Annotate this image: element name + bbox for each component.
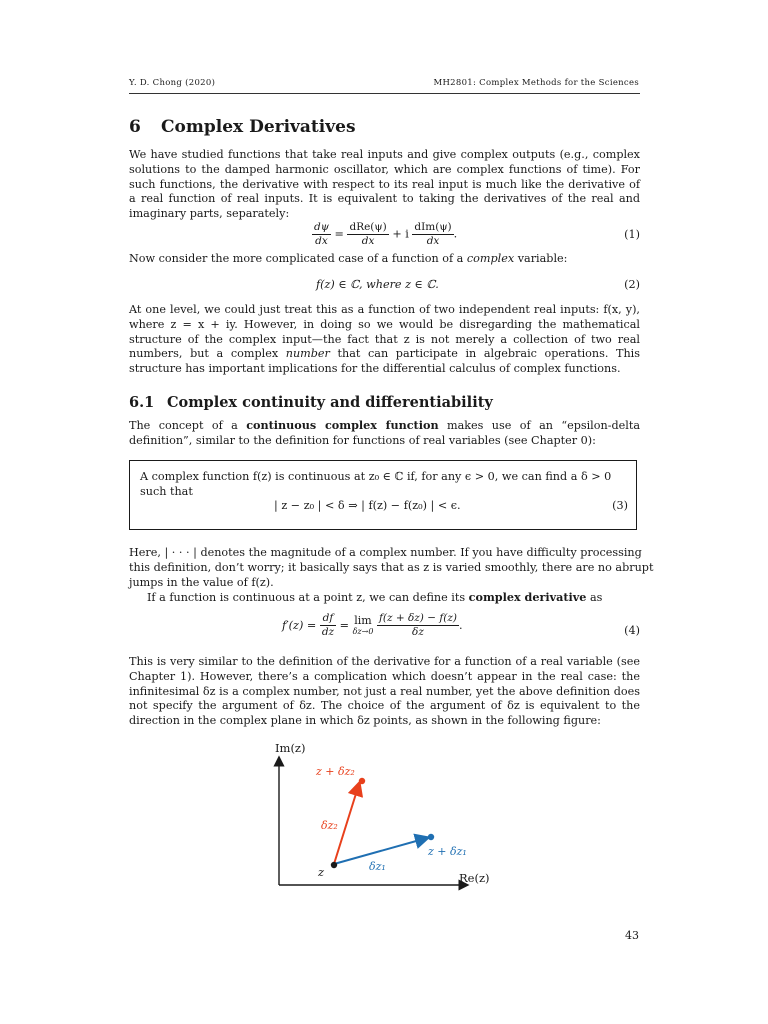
paragraph-5 [147,590,602,604]
paragraph-3 [129,418,640,449]
equation-2-number: (2) [624,278,640,291]
eq1-term2-den: dx [426,235,440,247]
red-endpoint-label: z + δz₂ [316,765,355,778]
red-endpoint [359,778,365,784]
running-header-left: Y. D. Chong (2020) [129,78,216,88]
running-header-right: MH2801: Complex Methods for the Sciences [433,78,639,88]
paragraph-4-line-3: jumps in the value of f(z). [129,576,274,589]
eq1-end: . [453,227,458,241]
consider-text-after: variable: [514,252,568,265]
complex-plane-figure [250,735,510,895]
equation-1-number: (1) [624,228,640,241]
eq1-lhs-den: dx [315,235,328,247]
equation-4 [282,612,463,639]
paragraph-2 [129,303,640,377]
consider-text-before: Now consider the more complicated case of a function of a [129,252,467,265]
x-axis-label: Re(z) [459,871,490,885]
eq4-limit [353,615,374,637]
eq4-equals: = [339,619,350,632]
paragraph-3-part1: The concept of a [129,419,247,432]
paragraph-5-part1: If a function is continuous at a point z, we can define its [147,591,469,604]
paragraph-5-part2: as [586,591,603,604]
paragraph-2-emph: number [285,347,330,361]
eq4-lhs: f′(z) = [282,619,317,632]
eq4-den1: dz [321,626,335,638]
blue-endpoint-label: z + δz₁ [428,845,467,858]
paragraph-2-part1: At one level, we could just treat this as a function of two independent real inputs: f(x, y), where z = x + iy. However, in doing so we would be disregarding the mathematical structure of the complex input—the fact that z is not merely a collection of two real numbers, but a complex [129,303,640,361]
origin-label: z [318,865,325,879]
equation-4-number: (4) [624,624,640,637]
paragraph-4-line-2: this definition, don’t worry; it basically says that as z is varied smoothly, there are no abrupt [129,561,654,574]
eq4-lim-sub: δz→0 [352,626,374,636]
eq1-lhs-num: dψ [314,221,329,233]
intro-paragraph: We have studied functions that take real inputs and give complex outputs (e.g., complex solutions to the damped harmonic oscillator, which are complex functions of time). For such functions, the derivative with respect to its real input is much like the derivative of a real function of real inputs. It is equivalent to taking the derivatives of the real and imaginary parts, separately: [129,148,640,221]
eq1-term1-fraction [347,221,388,248]
eq4-num1: df [320,612,336,626]
eq4-fraction-2 [377,612,459,639]
page-number: 43 [625,929,639,942]
section-title [129,117,356,137]
eq4-den2: δz [412,626,424,638]
red-vector-label: δz₂ [321,819,338,832]
eq4-num2: f(z + δz) − f(z) [378,612,457,624]
origin-point [331,862,337,868]
equation-3-number: (3) [612,499,628,512]
paragraph-3-bold: continuous complex function [246,418,439,432]
section-number: 6 [129,117,141,137]
definition-line-1: A complex function f(z) is continuous at z₀ ∈ ℂ if, for any ϵ > 0, we can find a δ > 0 [140,470,612,483]
y-axis-label: Im(z) [275,741,306,755]
subsection-title-text: Complex continuity and differentiability [167,394,493,411]
equation-1 [312,221,457,248]
definition-box-text [140,469,630,499]
paragraph-2-part2: that can participate in algebraic operations. This structure has important implications for the differential calculus of complex functions. [129,347,640,376]
eq4-lim-text: lim [354,613,372,627]
consider-text-emph: complex [466,252,515,265]
eq1-lhs-fraction [312,221,331,248]
definition-line-2: such that [140,485,193,498]
header-rule [129,93,640,94]
eq1-term1-num: dRe(ψ) [349,221,387,233]
subsection-number: 6.1 [129,394,155,411]
equation-3: | z − z₀ | < δ ⇒ | f(z) − f(z₀) | < ϵ. [274,499,461,512]
blue-endpoint [428,834,434,840]
blue-vector-label: δz₁ [369,860,386,873]
paragraph-4-line-1: Here, | · · · | denotes the magnitude of a complex number. If you have difficulty processing [129,546,642,559]
eq1-term1-den: dx [361,235,375,247]
eq1-plus-i: + i [392,227,409,241]
section-title-text: Complex Derivatives [161,117,356,137]
eq4-end: . [459,619,463,632]
eq1-term2-fraction [412,221,453,248]
eq4-fraction-1 [320,612,336,639]
paragraph-3-part2: makes use of an “epsilon-delta definition”, similar to the definition for functions of real variables (see Chapter 0): [129,419,640,447]
eq1-equals: = [334,227,344,241]
consider-paragraph [129,252,567,265]
equation-2: f(z) ∈ ℂ, where z ∈ ℂ. [316,278,439,291]
paragraph-6: This is very similar to the definition of the derivative for a function of a real variable (see Chapter 1). However, there’s a complication which doesn’t appear in the real case: the infinitesimal δz is a complex number, not just a real number, yet the above definition does not specify the argument of δz. The choice of the argument of δz is equivalent to the direction in the complex plane in which δz points, as shown in the following figure: [129,655,640,728]
subsection-title [129,394,493,411]
eq1-term2-num: dIm(ψ) [414,221,452,233]
paragraph-5-bold: complex derivative [468,590,587,604]
